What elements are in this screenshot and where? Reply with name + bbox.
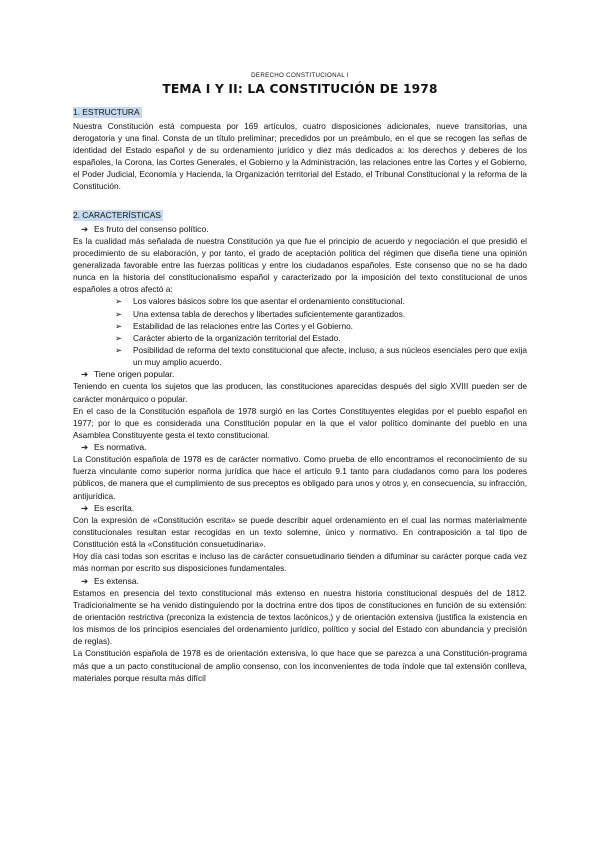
arrow-icon: ➔ [81,441,89,452]
section-heading-caracteristicas: 2. CARACTERÍSTICAS [73,209,161,220]
estructura-paragraph: Nuestra Constitución está compuesta por 169 artículos, cuatro disposiciones adicionales, nueve transitorias, una derogatoria y una final. Consta de un título preliminar; precedidos por un preámbulo, en el que se recogen las señas de identidad del Estado español y de su ordenamiento jurídico y diez más dedicados a: los derechos y deberes de los españoles, la Corona, las Cortes Generales, el Gobierno y la Administración, las relaciones entre las Cortes y el Gobierno, el Poder Judicial, Economía y Hacienda, la Organización territorial del Estado, el Tribunal Constitucional y la reforma de la Constitución. [73,121,527,192]
section-heading-estructura: 1. ESTRUCTURA [73,107,140,117]
list-item: ➢ Una extensa tabla de derechos y libertades suficientemente garantizados. [115,308,406,319]
document-title: TEMA I Y II: LA CONSTITUCIÓN DE 1978 [162,82,438,96]
consenso-bullet-list [73,295,527,368]
escrita-paragraph-1: Con la expresión de «Constitución escrita» se puede describir aquel ordenamiento en el cual las normas materialmente constitucionales resultan estar recogidas en un texto solemne, único y normativo. En contraposición a tal tipo de Constitución está la «Constitución consuetudinaria». [73,515,527,550]
bullet-arrow-icon: ➢ [115,344,122,355]
consenso-paragraph: Es la cualidad más señalada de nuestra Constitución ya que fue el principio de acuerdo y negociación el que presidió el procedimiento de su elaboración, y por tanto, el grado de aceptación política del régimen que diseña tiene una opinión generalizada favorable entre las fuerzas políticas y entre los ciudadanos españoles. Este consenso que no se ha dado nunca en la historia del constitucionalismo español y caracterizado por la imposición del texto constitucional de unos españoles a otros afectó a: [73,235,527,295]
subheading-escrita: ➔ Es escrita. [81,502,135,513]
arrow-icon: ➔ [81,575,89,586]
subheading-popular: ➔ Tiene origen popular. [81,369,175,379]
bullet-arrow-icon: ➢ [115,332,122,343]
normativa-paragraph: La Constitución española de 1978 es de carácter normativo. Como prueba de ello encontramos el reconocimiento de su fuerza vinculante como superior norma jurídica que hace el artículo 9.1 tanto para ciudadanos como para los poderes públicos, de manera que el cumplimiento de sus preceptos es obligado para unos y otros y, en consecuencia, su infracción, antijurídica. [73,454,527,501]
escrita-paragraph-2: Hoy día casi todas son escritas e incluso las de carácter consuetudinario tienden a difuminar su carácter porque cada vez más norman por escrito sus disposiciones fundamentales. [73,551,527,574]
list-item: ➢ Los valores básicos sobre los que asentar el ordenamiento constitucional. [115,296,405,307]
arrow-icon: ➔ [81,223,89,234]
extensa-paragraph-2: La Constitución española de 1978 es de orientación extensiva, lo que hace que se parezca a una Constitución-programa más que a un pacto constitucional de amplio consenso, con los inconvenientes de toda índole que tal extensión conlleva, materiales porque resulta más difícil [73,648,527,683]
arrow-icon: ➔ [81,502,89,513]
bullet-arrow-icon: ➢ [115,296,122,307]
bullet-arrow-icon: ➢ [115,308,122,319]
popular-paragraph-2: En el caso de la Constitución española de 1978 surgió en las Cortes Constituyentes elegidas por el pueblo español en 1977; por lo que es considerada una Constitución popular en la que el valor político dominante del pueblo en una Asamblea Constituyente gesta el texto constitucional. [73,405,527,440]
subheading-consenso: ➔ Es fruto del consenso político. [81,223,209,234]
list-item: ➢ Estabilidad de las relaciones entre las Cortes y el Gobierno. [115,320,353,331]
arrow-icon: ➔ [81,369,89,379]
extensa-paragraph-1: Estamos en presencia del texto constitucional más extenso en nuestra historia constitucional después del de 1812. Tradicionalmente se ha venido distinguiendo por la doctrina entre dos tipos de constituciones en función de su extensión: de orientación restrictiva (preconiza la existencia de textos lacónicos,) y de orientación extensiva (justifica la existencia en los mismos de los principios esenciales del ordenamiento jurídico, político y social del Estado con abundancia y precisión de reglas). [73,587,527,647]
course-header: DERECHO CONSTITUCIONAL I [251,72,349,79]
bullet-arrow-icon: ➢ [115,320,122,331]
list-item: ➢ Posibilidad de reforma del texto constitucional que afecte, incluso, a sus núcleos esenciales pero que exija un muy amplio acuerdo. [115,344,527,367]
popular-paragraph-1: Teniendo en cuenta los sujetos que las producen, las constituciones aparecidas después del siglo XVIII pueden ser de carácter monárquico o popular. [73,381,527,404]
list-item: ➢ Carácter abierto de la organización territorial del Estado. [115,332,341,343]
subheading-normativa: ➔ Es normativa. [81,441,147,452]
subheading-extensa: ➔ Es extensa. [81,575,139,586]
document-page [73,72,527,684]
